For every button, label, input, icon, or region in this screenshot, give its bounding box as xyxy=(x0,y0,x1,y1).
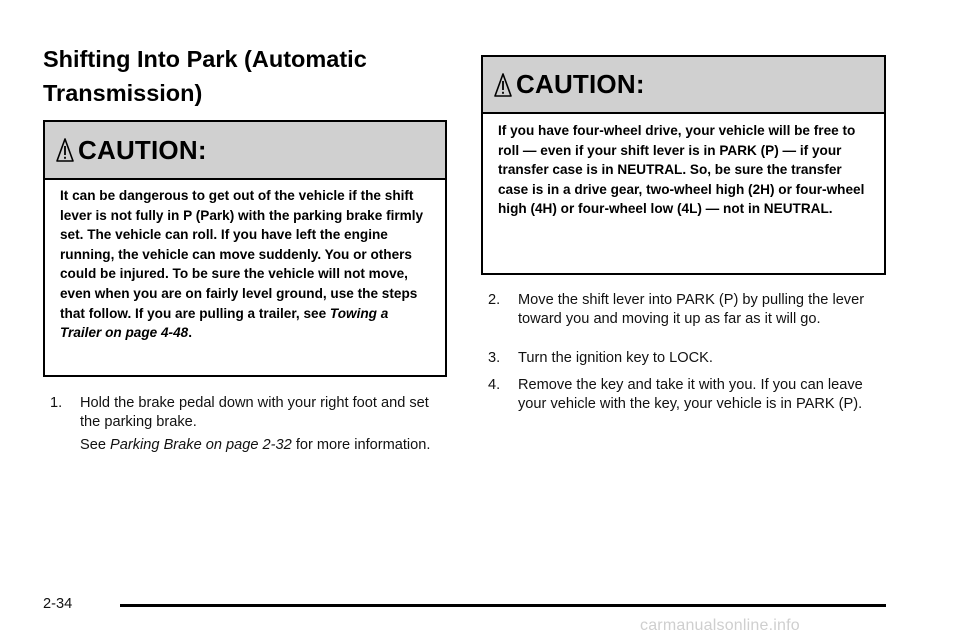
step-text: Turn the ignition key to LOCK. xyxy=(518,350,713,366)
step-item xyxy=(488,349,868,368)
footer-divider xyxy=(120,604,886,607)
warning-triangle-icon xyxy=(493,72,513,98)
caution-body: If you have four-wheel drive, your vehicle will be free to roll — even if your shift lever is in PARK (P) — if your transfer case is in NEUTRAL. So, be sure the transfer case is in a drive gear, two-wheel high (2H) or four-wheel high (4H) or four-wheel low (4L) — not in NEUTRAL. xyxy=(498,123,865,217)
cross-reference-link[interactable]: Towing a Trailer on page 4-48 xyxy=(60,305,389,341)
caution-text: It can be dangerous to get out of the vehicle if the shift lever is not fully in P (Park) with the parking brake firmly set. The vehicle can roll. If you have left the engine running, the vehicle can move suddenly. You or others could be injured. To be sure the vehicle will not move, even when you are on fairly level ground, use the steps that follow. If you are pulling a trailer, see xyxy=(60,188,424,321)
caution-header xyxy=(483,57,884,114)
step-number: 1. xyxy=(50,395,63,411)
step-item xyxy=(488,376,878,413)
caution-header xyxy=(45,122,445,180)
caution-box-parking xyxy=(43,120,447,377)
section-title: Shifting Into Park (Automatic Transmission) xyxy=(43,46,367,106)
step-item xyxy=(50,394,450,431)
step-number: 4. xyxy=(488,377,501,393)
step-item xyxy=(488,291,868,328)
step-text: Remove the key and take it with you. If you can leave your vehicle with the key, your vehicle is in PARK (P). xyxy=(518,377,863,412)
step-text: Hold the brake pedal down with your right foot and set the parking brake. xyxy=(80,395,429,430)
cross-reference-link[interactable]: Parking Brake on page 2-32 xyxy=(110,437,292,453)
caution-heading: CAUTION: xyxy=(78,134,207,165)
step-note xyxy=(80,436,440,455)
caution-heading: CAUTION: xyxy=(516,69,645,99)
step-number: 3. xyxy=(488,350,501,366)
note-prefix: See xyxy=(80,437,111,453)
caution-box-four-wheel-drive xyxy=(481,55,886,275)
caution-body xyxy=(45,180,445,343)
step-number: 2. xyxy=(488,292,501,308)
warning-triangle-icon xyxy=(55,137,75,163)
page-number: 2-34 xyxy=(43,596,73,612)
step-text: Move the shift lever into PARK (P) by pulling the lever toward you and moving it up as far as it will go. xyxy=(518,292,865,327)
watermark: carmanualsonline.info xyxy=(640,617,800,634)
caution-text-end: . xyxy=(188,325,192,341)
note-suffix: for more information. xyxy=(291,437,431,453)
